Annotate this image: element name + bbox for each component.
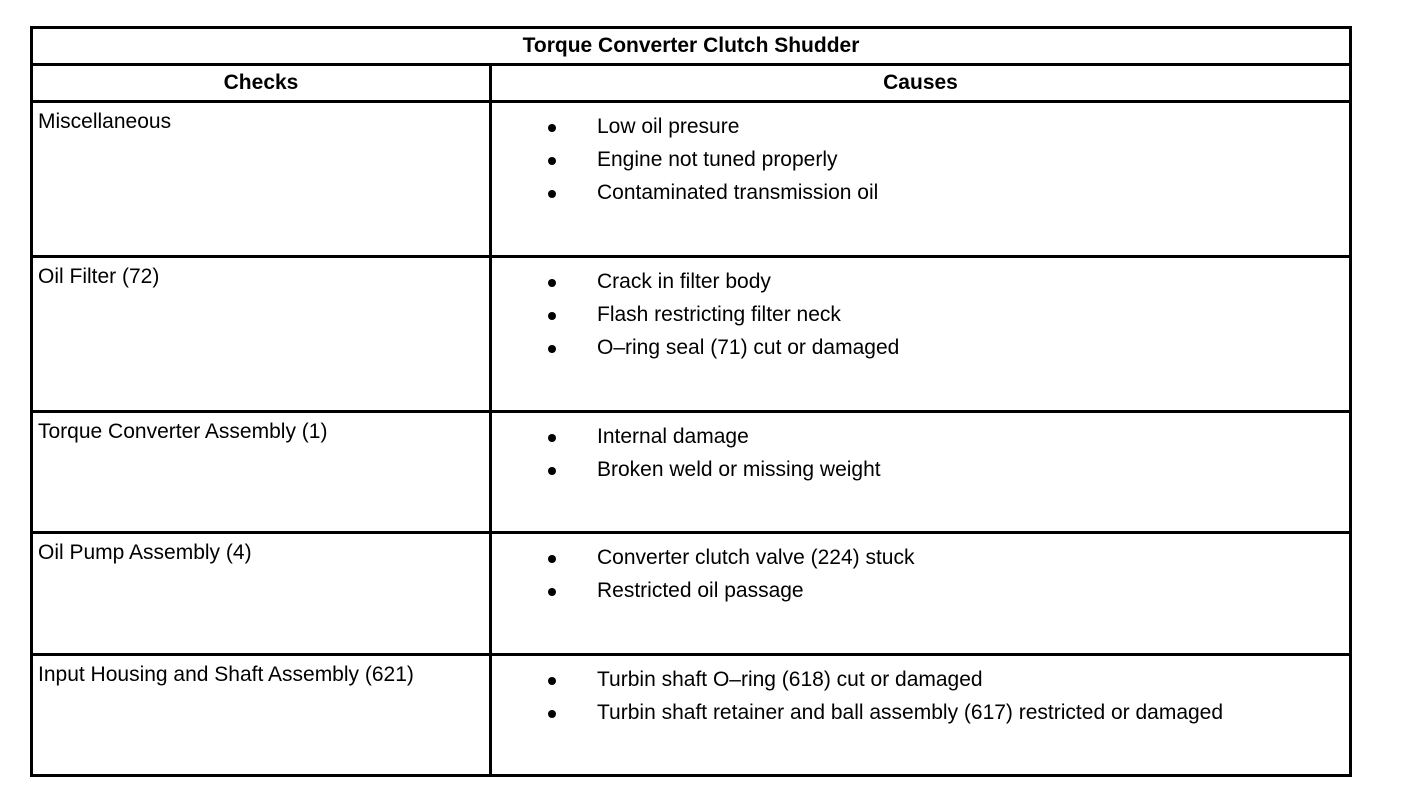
bullet-icon	[548, 124, 556, 132]
check-cell: Miscellaneous	[32, 102, 491, 257]
cause-item	[492, 303, 1349, 336]
cause-item	[492, 181, 1349, 214]
bullet-icon	[548, 190, 556, 198]
bullet-icon	[548, 157, 556, 165]
bullet-icon	[548, 710, 556, 718]
table-row	[32, 655, 1351, 776]
bullet-icon	[548, 345, 556, 353]
cause-item	[492, 148, 1349, 181]
cause-text: Engine not tuned properly	[597, 148, 838, 171]
cause-text: Broken weld or missing weight	[597, 458, 881, 481]
cause-list	[492, 534, 1349, 612]
bullet-icon	[548, 555, 556, 563]
table-row	[32, 102, 1351, 257]
cause-text: O–ring seal (71) cut or damaged	[597, 336, 900, 359]
bullet-icon	[548, 312, 556, 320]
cause-list	[492, 656, 1349, 734]
header-causes: Causes	[491, 65, 1351, 102]
table-row	[32, 257, 1351, 412]
cause-list	[492, 258, 1349, 369]
causes-cell	[491, 412, 1351, 533]
cause-item	[492, 701, 1349, 734]
cause-text: Restricted oil passage	[597, 579, 804, 602]
diagnosis-table	[30, 26, 1352, 777]
causes-cell	[491, 102, 1351, 257]
cause-text: Turbin shaft retainer and ball assembly (617) restricted or damaged	[597, 701, 1224, 724]
cause-item	[492, 270, 1349, 303]
cause-text: Low oil presure	[597, 115, 740, 138]
cause-item	[492, 458, 1349, 491]
cause-text: Internal damage	[597, 425, 749, 448]
cause-item	[492, 115, 1349, 148]
check-cell: Input Housing and Shaft Assembly (621)	[32, 655, 491, 776]
cause-text: Contaminated transmission oil	[597, 181, 879, 204]
cause-item	[492, 336, 1349, 369]
check-cell: Oil Filter (72)	[32, 257, 491, 412]
table-title: Torque Converter Clutch Shudder	[32, 28, 1351, 65]
cause-list	[492, 413, 1349, 491]
header-row	[32, 65, 1351, 102]
bullet-icon	[548, 677, 556, 685]
header-checks: Checks	[32, 65, 491, 102]
cause-text: Turbin shaft O–ring (618) cut or damaged	[597, 668, 983, 691]
causes-cell	[491, 655, 1351, 776]
cause-text: Crack in filter body	[597, 270, 771, 293]
cause-item	[492, 668, 1349, 701]
bullet-icon	[548, 279, 556, 287]
bullet-icon	[548, 467, 556, 475]
cause-item	[492, 546, 1349, 579]
table-row	[32, 412, 1351, 533]
table-row	[32, 533, 1351, 655]
check-cell: Oil Pump Assembly (4)	[32, 533, 491, 655]
cause-list	[492, 103, 1349, 214]
cause-item	[492, 425, 1349, 458]
cause-text: Flash restricting filter neck	[597, 303, 841, 326]
bullet-icon	[548, 434, 556, 442]
title-row	[32, 28, 1351, 65]
check-cell: Torque Converter Assembly (1)	[32, 412, 491, 533]
causes-cell	[491, 533, 1351, 655]
cause-text: Converter clutch valve (224) stuck	[597, 546, 915, 569]
bullet-icon	[548, 588, 556, 596]
causes-cell	[491, 257, 1351, 412]
cause-item	[492, 579, 1349, 612]
